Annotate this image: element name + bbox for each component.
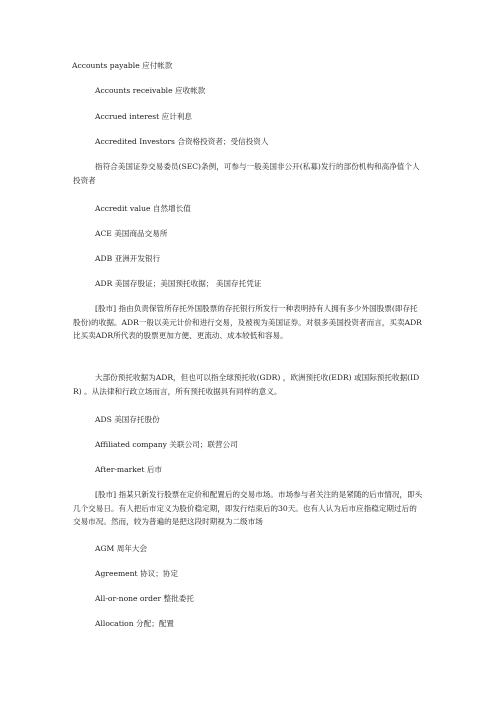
definition-paragraph [73,488,423,529]
glossary-entry: ADS 美国存托股份 [95,415,160,424]
definition-paragraph [73,160,423,187]
glossary-entry: Agreement 协议；协定 [95,569,178,578]
glossary-entry: ADR 美国存股证；美国预托收据； 美国存托凭证 [95,279,262,288]
glossary-entry: After-market 后市 [95,465,163,474]
glossary-entry: AGM 周年大会 [95,544,148,553]
definition-paragraph [73,302,423,343]
glossary-entry: ACE 美国商品交易所 [95,229,168,238]
glossary-entry: Accounts receivable 应收帐款 [95,86,206,95]
paragraph-text: 指符合美国证券交易委员(SEC)条例，可参与一般美国非公开(私募)发行的部份机构和高净值个人投资者 [73,162,420,185]
glossary-entry: All-or-none order 整批委托 [95,594,194,603]
paragraph-text: [股市] 指某只新发行股票在定价和配置后的交易市场。市场参与者关注的是紧随的后市情况，即头几个交易日。有人把后市定义为股价稳定期，即发行结束后的30天。也有人认为后市应指稳定期过后的交易市况。然而，较为普遍的是把这段时期视为二级市场 [73,490,423,526]
glossary-entry: Allocation 分配；配置 [95,619,175,628]
glossary-entry: Accounts payable 应付帐款 [72,61,173,70]
glossary-entry: Affiliated company 关联公司；联营公司 [95,440,238,449]
paragraph-text: [股市] 指由负责保管所存托外国股票的存托银行所发行一种表明持有人拥有多少外国股票(即存托股份)的收据。ADR一般以美元计价和进行交易，及被视为美国证券。对很多美国投资者而言，买卖ADR比买卖ADR所代表的股票更加方便、更流动、成本较低和容易。 [73,304,422,340]
paragraph-text: 大部份预托收据为ADR，但也可以指全球预托收(GDR) ，欧洲预托收(EDR) 或国际预托收据(IDR) 。从法律和行政立场而言，所有预托收据具有同样的意义。 [73,373,420,396]
glossary-entry: Accrued interest 应计利息 [95,112,193,121]
glossary-entry: ADB 亚洲开发银行 [95,254,161,263]
definition-paragraph [73,371,423,398]
glossary-entry: Accredited Investors 合资格投资者；受信投资人 [95,137,269,146]
glossary-entry: Accredit value 自然增长值 [95,204,191,213]
